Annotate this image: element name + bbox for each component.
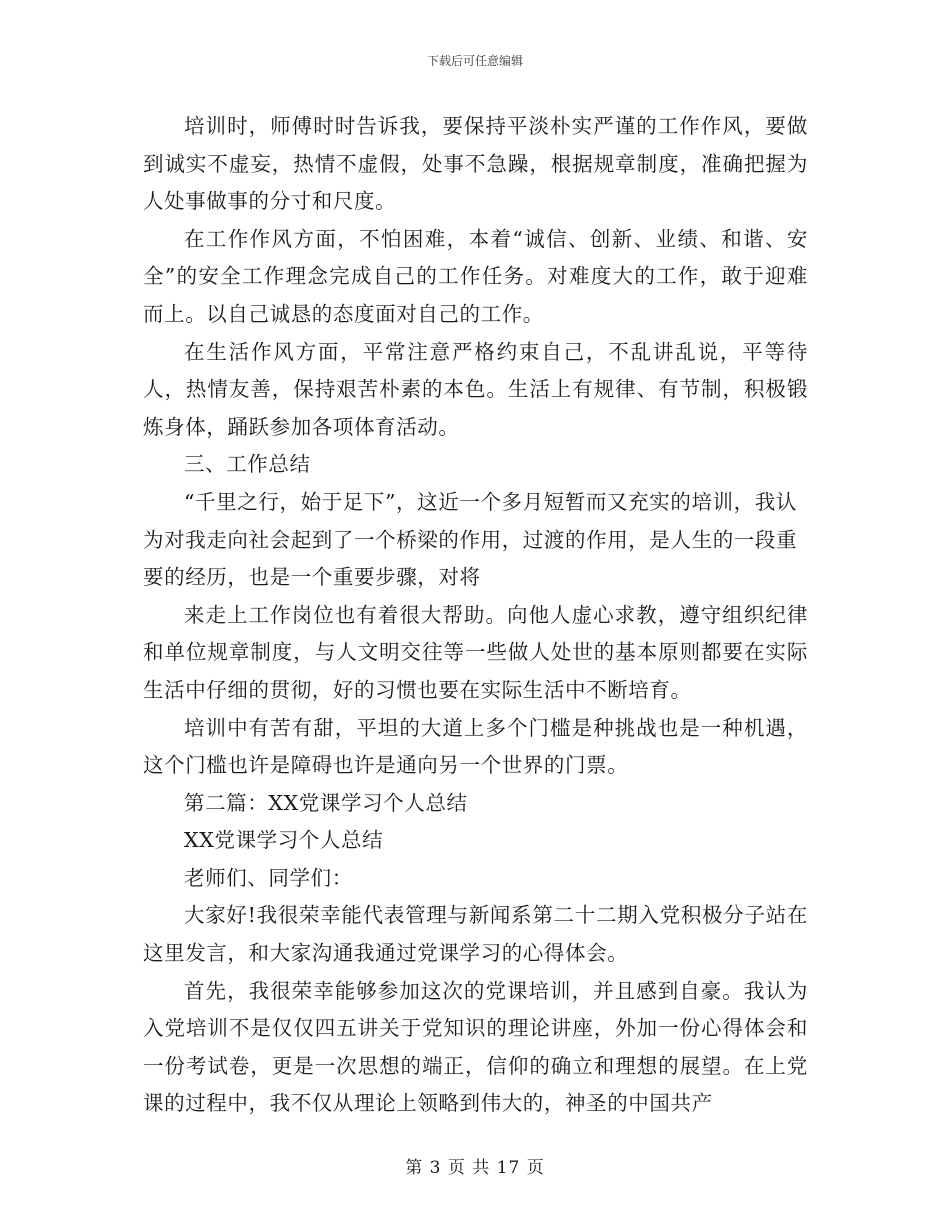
chapter-heading-second: 第二篇：XX党课学习个人总结 — [184, 790, 468, 815]
paragraph-journey-begins: “千里之行，始于足下”，这近一个多月短暂而又充实的培训，我认为对我走向社会起到了一个桥梁的作用，过渡的作用，是人生的一段重要的经历，也是一个重要步骤，对将 — [143, 489, 798, 590]
paragraph-first-point: 首先，我很荣幸能够参加这次的党课培训，并且感到自豪。我认为入党培训不是仅仅四五讲关于党知识的理论讲座，外加一份心得体会和一份考试卷，更是一次思想的端正，信仰的确立和理想的展望。在上党课的过程中，我不仅从理论上领略到伟大的，神圣的中国共产 — [143, 978, 808, 1116]
document-body — [143, 108, 808, 1123]
paragraph-mentor-advice: 培训时，师傅时时告诉我，要保持平淡朴实严谨的工作作风，要做到诚实不虚妄，热情不虚假，处事不急躁，根据规章制度，准确把握为人处事做事的分寸和尺度。 — [143, 114, 808, 214]
paragraph-future-work: 来走上工作岗位也有着很大帮助。向他人虚心求教，遵守组织纪律和单位规章制度，与人文明交往等一些做人处世的基本原则都要在实际生活中仔细的贯彻，好的习惯也要在实际生活中不断培育。 — [143, 602, 808, 702]
paragraph-life-style: 在生活作风方面，平常注意严格约束自己，不乱讲乱说，平等待人，热情友善，保持艰苦朴素的本色。生活上有规律、有节制，积极锻炼身体，踊跃参加各项体育活动。 — [143, 339, 808, 439]
paragraph-greeting: 大家好!我很荣幸能代表管理与新闻系第二十二期入党积极分子站在这里发言，和大家沟通我通过党课学习的心得体会。 — [143, 903, 808, 966]
section-heading-work-summary: 三、工作总结 — [184, 452, 311, 477]
article-title: XX党课学习个人总结 — [184, 828, 384, 853]
salutation: 老师们、同学们： — [184, 865, 353, 890]
paragraph-bitter-sweet: 培训中有苦有甜，平坦的大道上多个门槛是种挑战也是一种机遇，这个门槛也许是障碍也许是通向另一个世界的门票。 — [143, 715, 808, 778]
page-number: 第 3 页 共 17 页 — [405, 1158, 545, 1178]
header-note: 下载后可任意编辑 — [426, 54, 523, 68]
paragraph-work-style: 在工作作风方面，不怕困难，本着“诚信、创新、业绩、和谐、安全”的安全工作理念完成自己的工作任务。对难度大的工作，敢于迎难而上。以自己诚恳的态度面对自己的工作。 — [143, 226, 808, 326]
